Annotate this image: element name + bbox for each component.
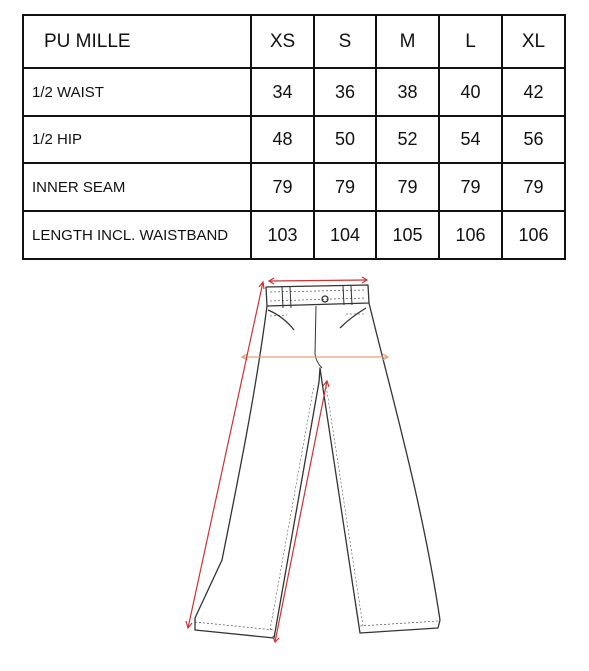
- table-cell: 50: [314, 116, 376, 163]
- table-cell: 48: [251, 116, 314, 163]
- table-cell: 79: [314, 163, 376, 211]
- table-header-row: [23, 15, 565, 68]
- size-header-xs: XS: [251, 15, 314, 68]
- size-header-xl: XL: [502, 15, 565, 68]
- table-cell: 104: [314, 211, 376, 259]
- table-cell: 36: [314, 68, 376, 116]
- table-cell: 34: [251, 68, 314, 116]
- table-row: [23, 163, 565, 211]
- table-row: [23, 68, 565, 116]
- row-label: LENGTH INCL. WAISTBAND: [23, 211, 251, 259]
- fly: [315, 306, 322, 368]
- table-cell: 40: [439, 68, 502, 116]
- table-cell: 42: [502, 68, 565, 116]
- table-row: [23, 211, 565, 259]
- size-header-l: L: [439, 15, 502, 68]
- size-chart-table: [22, 14, 566, 260]
- trousers-flat-sketch-icon: [170, 270, 460, 660]
- product-name: PU MILLE: [23, 15, 251, 68]
- inseam-measure-line: [275, 381, 327, 642]
- table-cell: 106: [502, 211, 565, 259]
- waist-measure-line: [270, 280, 366, 281]
- left-leg: [195, 306, 319, 638]
- row-label: 1/2 HIP: [23, 116, 251, 163]
- table-cell: 79: [251, 163, 314, 211]
- size-header-m: M: [376, 15, 439, 68]
- row-label: INNER SEAM: [23, 163, 251, 211]
- left-pocket: [268, 310, 294, 330]
- table-cell: 105: [376, 211, 439, 259]
- size-header-s: S: [314, 15, 376, 68]
- row-label: 1/2 WAIST: [23, 68, 251, 116]
- table-cell: 103: [251, 211, 314, 259]
- right-pocket: [340, 308, 366, 328]
- table-cell: 79: [376, 163, 439, 211]
- table-cell: 79: [439, 163, 502, 211]
- table-row: [23, 116, 565, 163]
- table-cell: 52: [376, 116, 439, 163]
- table-cell: 38: [376, 68, 439, 116]
- right-leg: [322, 303, 440, 633]
- waistband: [266, 285, 369, 306]
- table-cell: 56: [502, 116, 565, 163]
- table-cell: 79: [502, 163, 565, 211]
- length-measure-line: [188, 282, 263, 628]
- table-cell: 54: [439, 116, 502, 163]
- table-cell: 106: [439, 211, 502, 259]
